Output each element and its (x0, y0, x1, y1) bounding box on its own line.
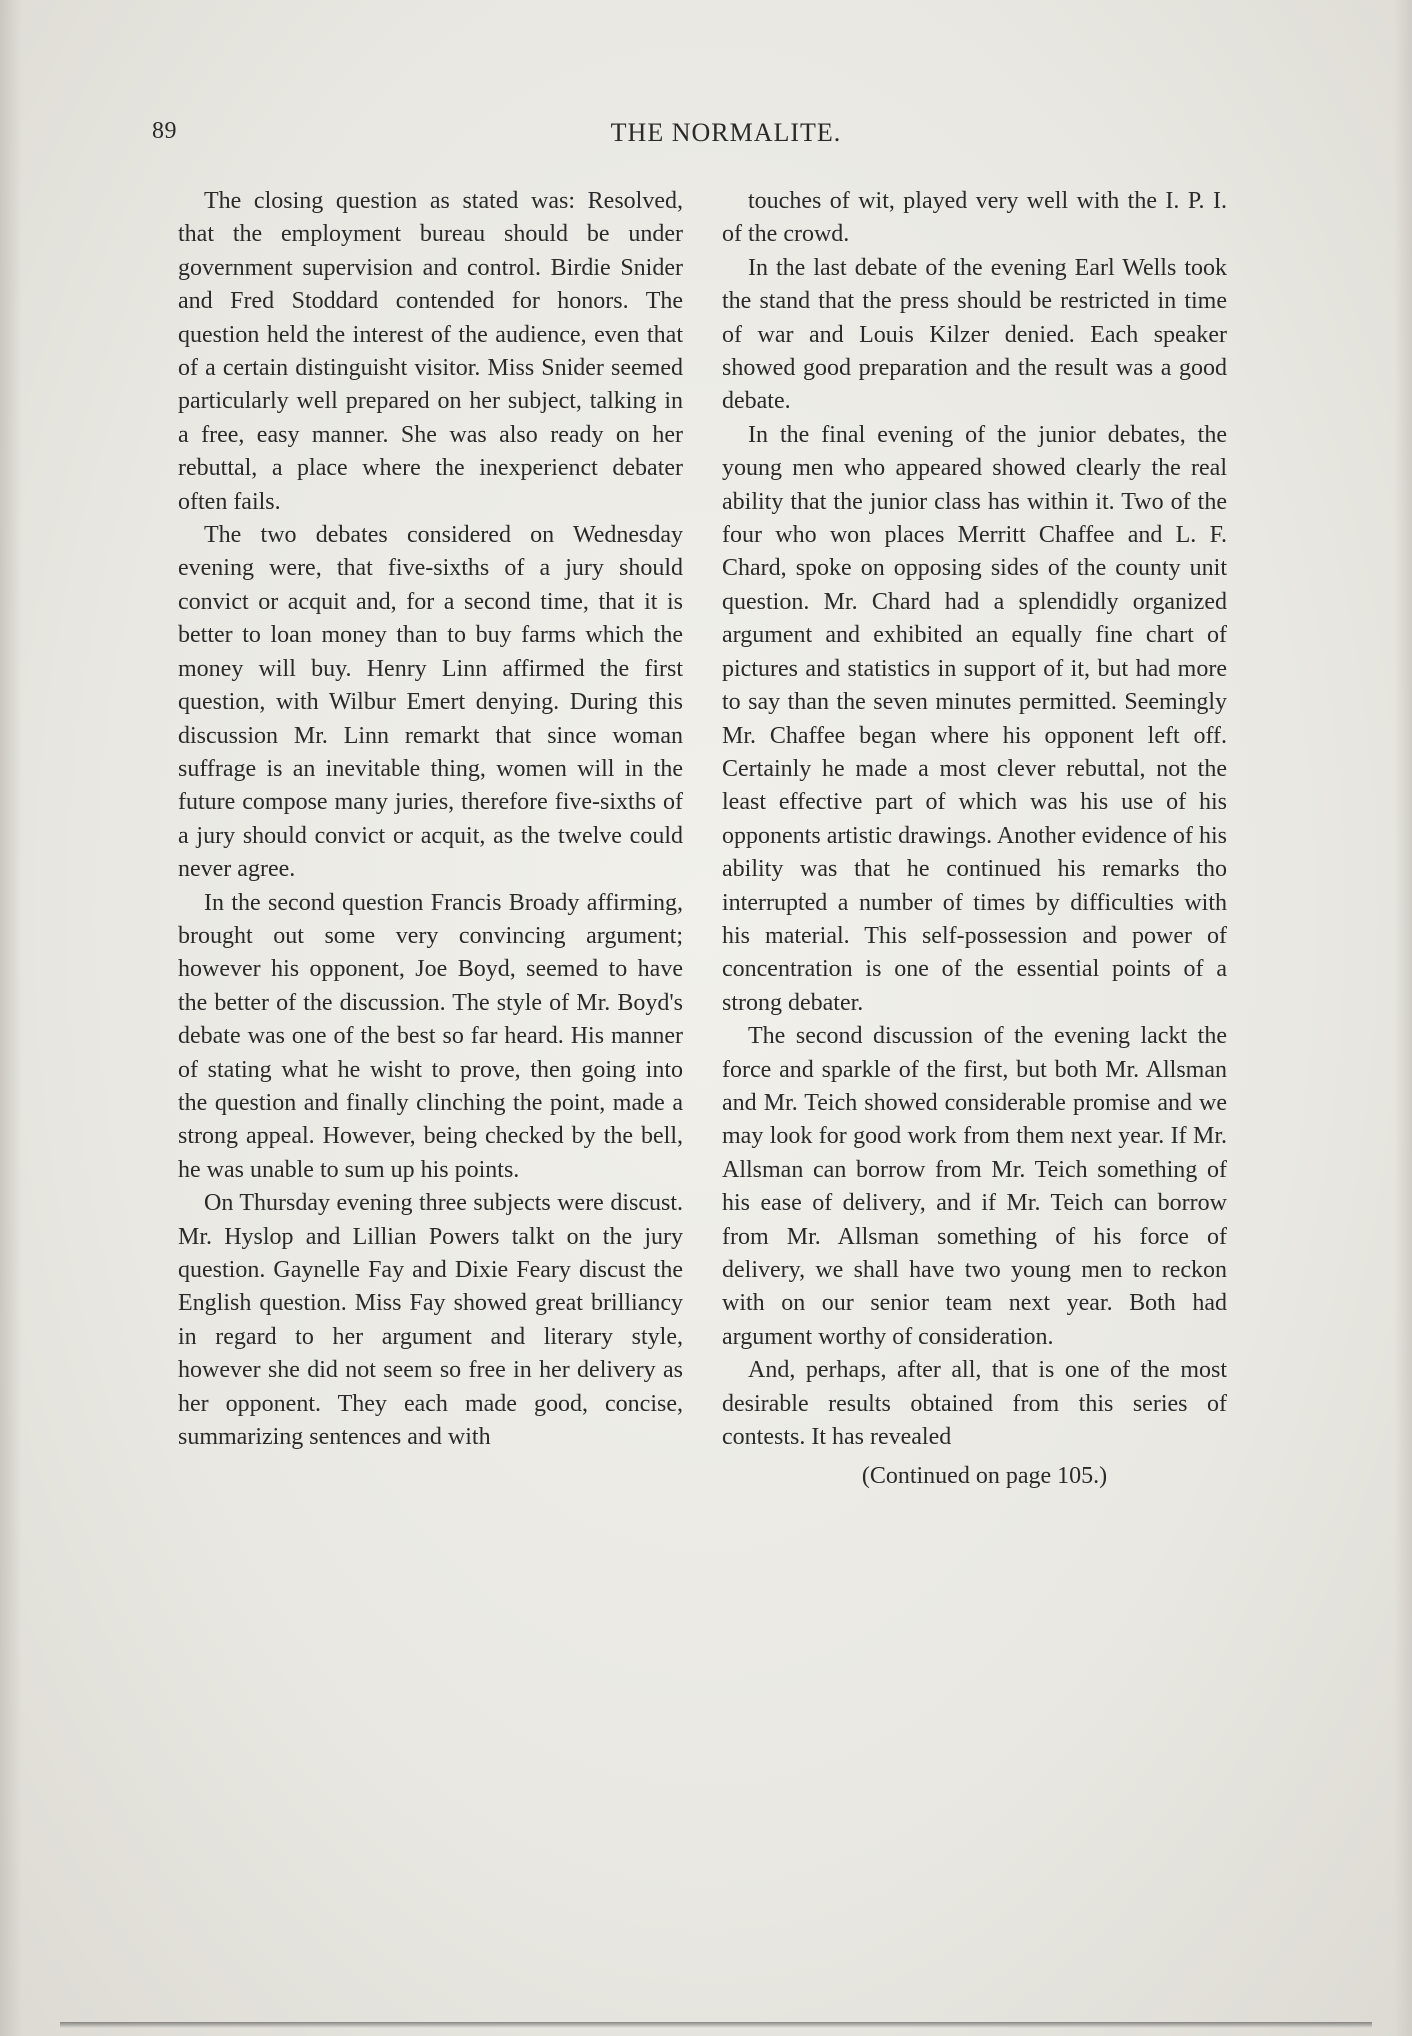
right-column (722, 185, 1227, 1494)
paragraph: The closing question as stated was: Resolved, that the employment bureau should be under government supervision and control. Birdie Snider and Fred Stoddard contended for honors. The question held the interest of the audience, even that of a certain distinguisht visitor. Miss Snider seemed particularly well prepared on her subject, talking in a free, easy manner. She was also ready on her rebuttal, a place where the inexperienct debater often fails. (178, 188, 683, 515)
continued-note: (Continued on page 105.) (861, 1463, 1108, 1490)
running-head-title: THE NORMALITE. (610, 118, 842, 147)
paragraph: On Thursday evening three subjects were discust. Mr. Hyslop and Lillian Powers talkt on the jury question. Gaynelle Fay and Dixie Feary discust the English question. Miss Fay showed great brilliancy in regard to her argument and literary style, however she did not seem so free in her delivery as her opponent. They each made good, concise, summarizing sentences and with (178, 1190, 683, 1451)
paragraph: In the second question Francis Broady affirming, brought out some very convincing argument; however his opponent, Joe Boyd, seemed to have the better of the discussion. The style of Mr. Boyd's debate was one of the best so far heard. His manner of stating what he wisht to prove, then going into the question and finally clinching the point, made a strong appeal. However, being checked by the bell, he was unable to sum up his points. (178, 889, 683, 1183)
left-column (178, 185, 683, 1454)
paragraph: touches of wit, played very well with the I. P. I. of the crowd. (722, 188, 1227, 248)
paragraph: And, perhaps, after all, that is one of the most desirable results obtained from this series of contests. It has revealed (722, 1357, 1227, 1451)
page-shadow-left (0, 0, 22, 2036)
paragraph: The two debates considered on Wednesday evening were, that five-sixths of a jury should convict or acquit and, for a second time, that it is better to loan money than to buy farms which the money will buy. Henry Linn affirmed the first question, with Wilbur Emert denying. During this discussion Mr. Linn remarkt that since woman suffrage is an inevitable thing, women will in the future compose many juries, therefore five-sixths of a jury should convict or acquit, as the twelve could never agree. (178, 522, 683, 883)
paragraph: In the final evening of the junior debates, the young men who appeared showed clearly the real ability that the junior class has within it. Two of the four who won places Merritt Chaffee and L. F. Chard, spoke on opposing sides of the county unit question. Mr. Chard had a splendidly organized argument and exhibited an equally fine chart of pictures and statistics in support of it, but had more to say than the seven minutes permitted. Seemingly Mr. Chaffee began where his opponent left off. Certainly he made a most clever rebuttal, not the least effective part of which was his use of his opponents artistic drawings. Another evidence of his ability was that he continued his remarks tho interrupted a number of times by difficulties with his material. This self-possession and power of concentration is one of the essential points of a strong debater. (722, 421, 1227, 1016)
page-bottom-edge (60, 2022, 1372, 2028)
paragraph: The second discussion of the evening lackt the force and sparkle of the first, but both Mr. Allsman and Mr. Teich showed considerable promise and we may look for good work from them next year. If Mr. Allsman can borrow from Mr. Teich something of his ease of delivery, and if Mr. Teich can borrow from Mr. Allsman something of his force of delivery, we shall have two young men to reckon with on our senior team next year. Both had argument worthy of consideration. (722, 1023, 1227, 1350)
page-number: 89 (152, 118, 177, 144)
paragraph: In the last debate of the evening Earl Wells took the stand that the press should be restricted in time of war and Louis Kilzer denied. Each speaker showed good preparation and the result was a good debate. (722, 254, 1227, 415)
page-shadow-right (1394, 0, 1412, 2036)
